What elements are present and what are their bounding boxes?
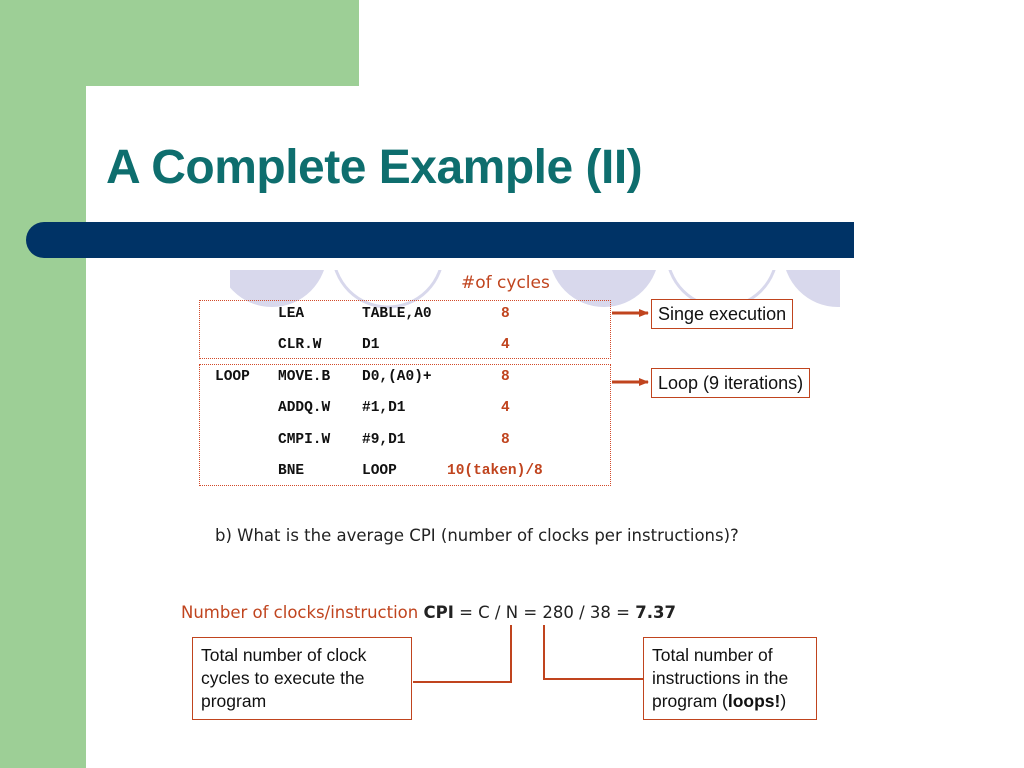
cycles-column-header: #of cycles [461,273,550,293]
instructions-explanation [643,637,817,720]
code-opcode: BNE [278,463,305,479]
code-cycles: 8 [501,432,510,448]
code-opcode: LEA [278,306,305,322]
explanation-part: ) [780,691,787,711]
explanation-part: program ( [652,691,728,711]
question-text: b) What is the average CPI (number of clocks per instructions)? [215,526,739,545]
code-opcode: CLR.W [278,337,322,353]
code-operand: D1 [362,337,380,353]
code-cycles: 8 [501,369,510,385]
explanation-line: cycles to execute the [201,668,365,688]
formula-expression: = C / N = 280 / 38 = [459,603,630,622]
explanation-line: program [201,691,267,711]
explanation-line: instructions in the [652,668,789,688]
code-operand: LOOP [362,463,397,479]
single-execution-callout: Singe execution [651,299,793,329]
code-cycles: 8 [501,306,510,322]
code-cycles: 4 [501,400,510,416]
clock-cycles-explanation [192,637,412,720]
code-cycles: 4 [501,337,510,353]
explanation-line [652,690,808,713]
explanation-line: Total number of [652,645,773,665]
code-opcode: MOVE.B [278,369,331,385]
formula-cpi: CPI [423,603,454,622]
code-operand: TABLE,A0 [362,306,432,322]
slide-title: A Complete Example (II) [106,141,643,194]
code-label: LOOP [215,369,250,385]
formula-prefix: Number of clocks/instruction [181,603,419,622]
cpi-formula [181,603,676,622]
code-cycles: 10(taken)/8 [447,463,543,479]
loops-emphasis: loops! [727,691,781,711]
code-operand: D0,(A0)+ [362,369,432,385]
code-opcode: CMPI.W [278,432,331,448]
formula-result: 7.37 [635,603,676,622]
explanation-line: Total number of clock [201,645,367,665]
top-green-band [0,0,359,86]
code-opcode: ADDQ.W [278,400,331,416]
left-green-band [0,0,86,768]
code-operand: #1,D1 [362,400,406,416]
loop-callout: Loop (9 iterations) [651,368,810,398]
title-underline-bar [26,222,854,258]
code-operand: #9,D1 [362,432,406,448]
